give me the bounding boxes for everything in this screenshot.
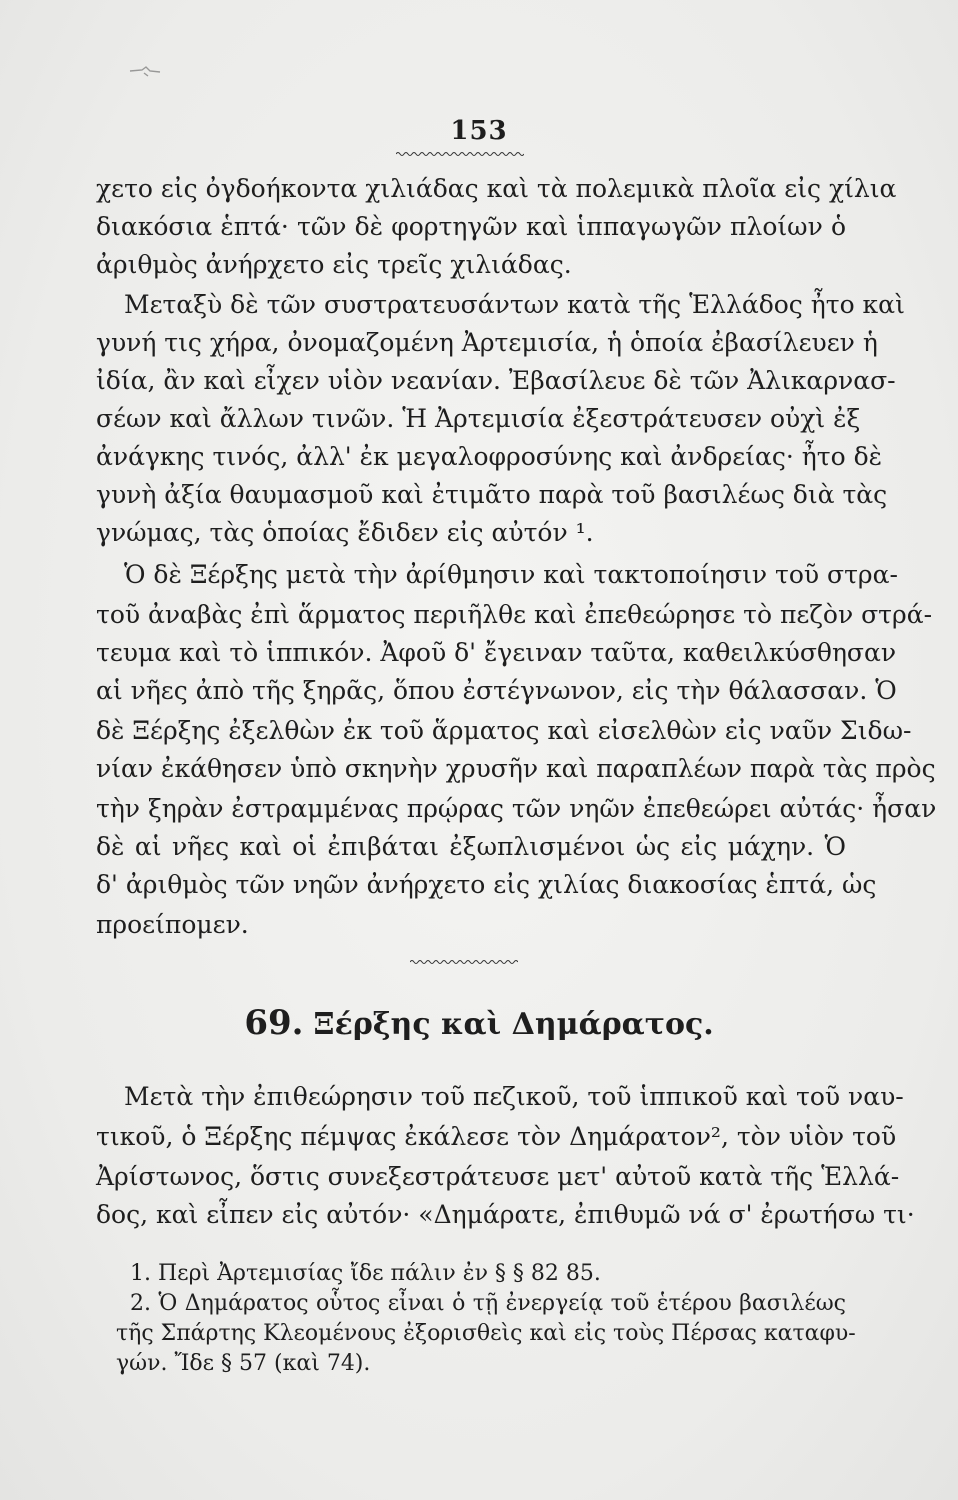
text-line: Ἀρίστωνος, ὅστις συνεξεστράτευσε μετ' αὐτοῦ κατὰ τῆς Ἑλλά- [96, 1162, 900, 1191]
section-heading [0, 1003, 958, 1043]
text-line: γυνὴ ἀξία θαυμασμοῦ καὶ ἐτιμᾶτο παρὰ τοῦ βασιλέως διὰ τὰς [96, 480, 888, 509]
text-line: προείπομεν. [96, 910, 249, 939]
text-line: διακόσια ἑπτά· τῶν δὲ φορτηγῶν καὶ ἱππαγωγῶν πλοίων ὁ [96, 212, 846, 241]
footnote-2-continuation: τῆς Σπάρτης Κλεομένους ἐξορισθεὶς καὶ εἰς τοὺς Πέρσας καταφυ- [116, 1321, 856, 1346]
text-line: ἰδία, ἂν καὶ εἶχεν υἱὸν νεανίαν. Ἐβασίλευε δὲ τῶν Ἀλικαρνασ- [96, 366, 896, 395]
text-line: τευμα καὶ τὸ ἱππικόν. Ἀφοῦ δ' ἔγειναν ταῦτα, καθειλκύσθησαν [96, 638, 897, 667]
text-line: δ' ἀριθμὸς τῶν νηῶν ἀνήρχετο εἰς χιλίας διακοσίας ἑπτά, ὡς [96, 870, 877, 899]
text-line: Ὁ δὲ Ξέρξης μετὰ τὴν ἀρίθμησιν καὶ τακτοποίησιν τοῦ στρα- [124, 560, 898, 589]
text-line: Μεταξὺ δὲ τῶν συστρατευσάντων κατὰ τῆς Ἑλλάδος ἦτο καὶ [124, 290, 905, 319]
text-line: ἀριθμὸς ἀνήρχετο εἰς τρεῖς χιλιάδας. [96, 250, 572, 279]
text-line: γνώμας, τὰς ὁποίας ἔδιδεν εἰς αὐτόν ¹. [96, 518, 594, 547]
footnote-2: 2. Ὁ Δημάρατος οὗτος εἶναι ὁ τῇ ἐνεργείᾳ τοῦ ἑτέρου βασιλέως [130, 1291, 846, 1316]
text-line: αἱ νῆες ἀπὸ τῆς ξηρᾶς, ὅπου ἐστέγνωνον, εἰς τὴν θάλασσαν. Ὁ [96, 676, 897, 705]
text-line: δὲ Ξέρξης ἐξελθὼν ἐκ τοῦ ἅρματος καὶ εἰσελθὼν εἰς ναῦν Σιδω- [96, 716, 912, 745]
section-title: Ξέρξης καὶ Δημάρατος. [313, 1007, 714, 1042]
text-line: γυνή τις χήρα, ὀνομαζομένη Ἀρτεμισία, ἡ ὁποία ἐβασίλευεν ἡ [96, 328, 878, 357]
text-line: νίαν ἐκάθησεν ὑπὸ σκηνὴν χρυσῆν καὶ παραπλέων παρὰ τὰς πρὸς [96, 754, 936, 783]
text-line: τὴν ξηρὰν ἐστραμμένας πρῴρας τῶν νηῶν ἐπεθεώρει αὐτάς· ἦσαν [96, 794, 937, 823]
text-line: δὲ αἱ νῆες καὶ οἱ ἐπιβάται ἐξωπλισμένοι ὡς εἰς μάχην. Ὁ [96, 832, 846, 861]
footnote-2-continuation: γών. Ἴδε § 57 (καὶ 74). [116, 1351, 371, 1376]
page-number: 153 [450, 116, 508, 146]
ink-speck-mark [128, 64, 162, 78]
text-line: σέων καὶ ἄλλων τινῶν. Ἡ Ἀρτεμισία ἐξεστράτευσεν οὐχὶ ἐξ [96, 404, 861, 433]
text-line: τικοῦ, ὁ Ξέρξης πέμψας ἐκάλεσε τὸν Δημάρατον², τὸν υἱὸν τοῦ [96, 1122, 897, 1151]
text-line: τοῦ ἀναβὰς ἐπὶ ἅρματος περιῆλθε καὶ ἐπεθεώρησε τὸ πεζὸν στρά- [96, 600, 933, 629]
text-line: χετο εἰς ὀγδοήκοντα χιλιάδας καὶ τὰ πολεμικὰ πλοῖα εἰς χίλια [96, 174, 897, 203]
section-number: 69. [244, 1003, 304, 1043]
footnote-1: 1. Περὶ Ἀρτεμισίας ἴδε πάλιν ἐν § § 82 85. [130, 1261, 601, 1286]
text-line: δος, καὶ εἶπεν εἰς αὐτόν· «Δημάρατε, ἐπιθυμῶ νά σ' ἐρωτήσω τι· [96, 1200, 915, 1229]
text-line: Μετὰ τὴν ἐπιθεώρησιν τοῦ πεζικοῦ, τοῦ ἱππικοῦ καὶ τοῦ ναυ- [124, 1082, 904, 1111]
header-wavy-rule [396, 150, 524, 158]
text-line: ἀνάγκης τινός, ἀλλ' ἐκ μεγαλοφροσύνης καὶ ἀνδρείας· ἦτο δὲ [96, 442, 883, 471]
section-divider-rule [410, 958, 518, 966]
